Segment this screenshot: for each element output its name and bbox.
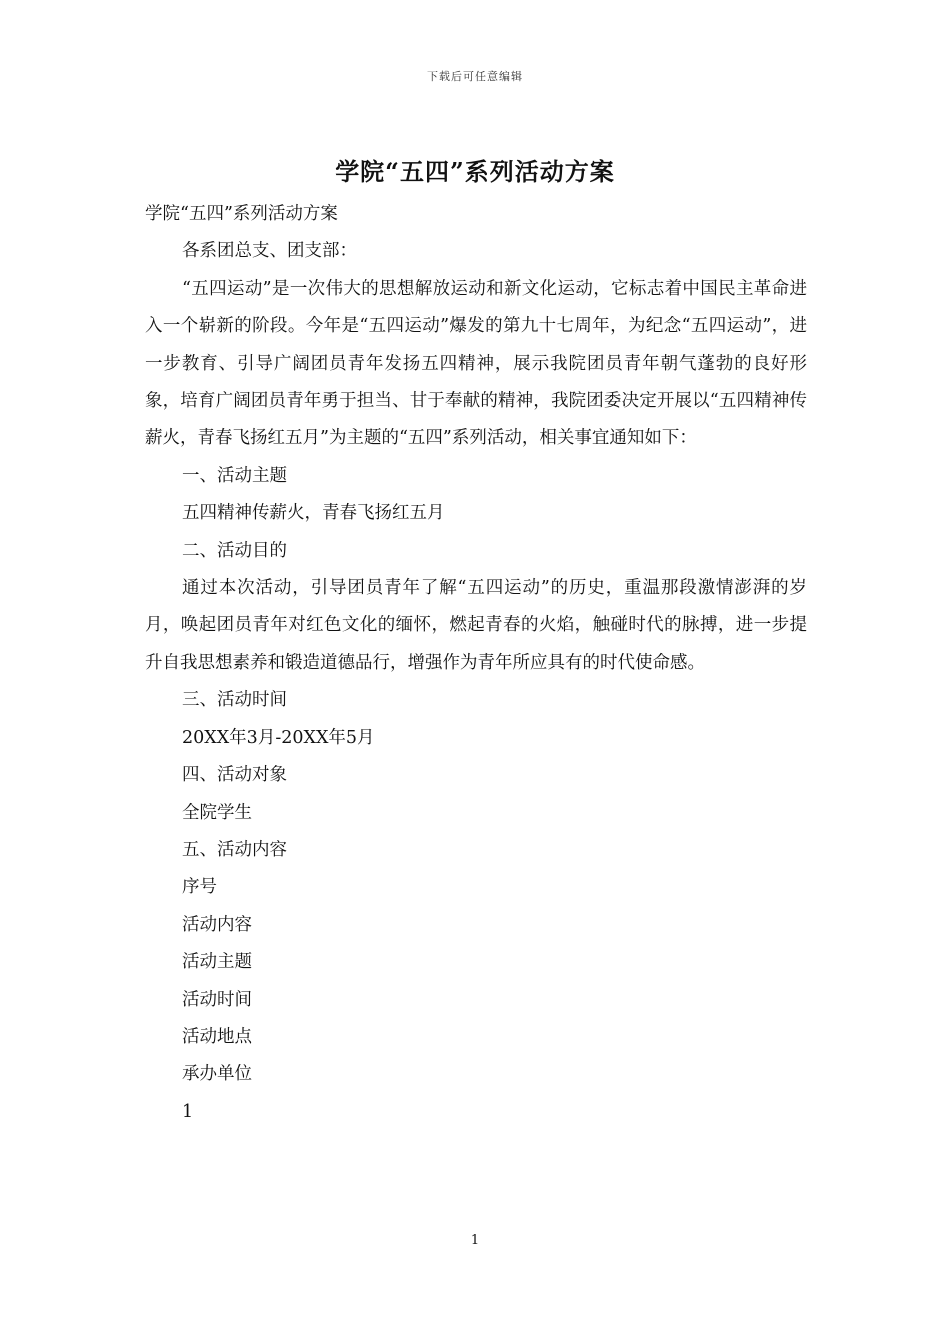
table-header-theme: 活动主题 [182,952,252,973]
purpose-paragraph: 通过本次活动，引导团员青年了解“五四运动”的历史，重温那段激情澎湃的岁月，唤起团员青年对红色文化的缅怀，燃起青春的火焰，触碰时代的脉搏，进一步提升自我思想素养和锻造道德品行，增强作为青年所应具有的时代使命感。 [145,578,807,673]
table-header-number: 序号 [182,877,217,898]
subtitle-line: 学院“五四”系列活动方案 [145,204,338,224]
audience-text: 全院学生 [182,802,252,823]
table-row-number: 1 [182,1101,194,1122]
section-heading-content: 五、活动内容 [182,839,287,860]
section-heading-time: 三、活动时间 [182,690,287,711]
table-header-location: 活动地点 [182,1026,252,1047]
table-header-time: 活动时间 [182,989,252,1010]
salutation: 各系团总支、团支部： [182,241,357,262]
table-header-content: 活动内容 [182,914,252,935]
document-title: 学院“五四”系列活动方案 [335,157,615,186]
page-header: 下载后可任意编辑 [427,70,523,83]
theme-text: 五四精神传薪火，青春飞扬红五月 [182,503,445,524]
document-body [145,196,807,1131]
section-heading-audience: 四、活动对象 [182,765,287,786]
table-header-organizer: 承办单位 [182,1064,252,1085]
section-heading-theme: 一、活动主题 [182,465,287,486]
intro-paragraph: “五四运动”是一次伟大的思想解放运动和新文化运动，它标志着中国民主革命进入一个崭新的阶段。今年是“五四运动”爆发的第九十七周年，为纪念“五四运动”，进一步教育、引导广阔团员青年发扬五四精神，展示我院团员青年朝气蓬勃的良好形象，培育广阔团员青年勇于担当、甘于奉献的精神，我院团委决定开展以“五四精神传薪火，青春飞扬红五月”为主题的“五四”系列活动，相关事宜通知如下： [145,278,807,449]
page-number: 1 [470,1233,480,1248]
time-text: 20XX年3月-20XX年5月 [182,727,375,748]
section-heading-purpose: 二、活动目的 [182,540,287,561]
